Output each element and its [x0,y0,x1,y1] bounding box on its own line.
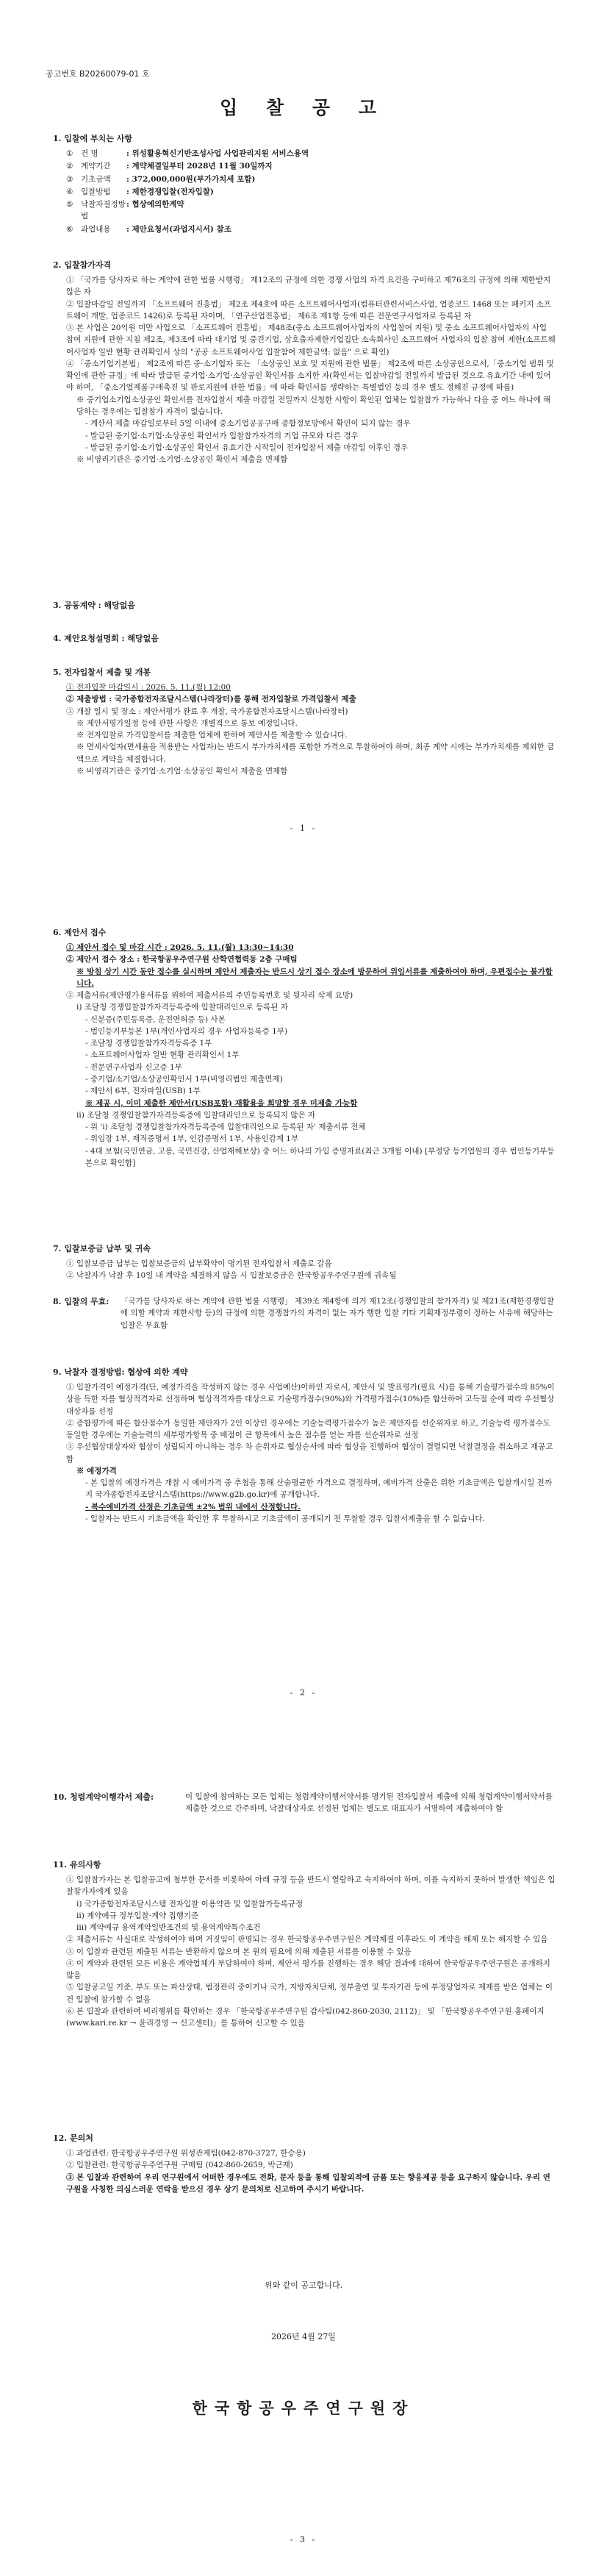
caution-1b: ⅱ) 계약예규 정부입찰·계약 집행기준 [76,1911,199,1920]
section-6 [53,926,556,1169]
eligibility-3: ③ 본 사업은 20억원 미만 사업으로 「소프트웨어 진흥법」 제48조(중소 소프트웨어사업자의 사업참여 지원) 및 중소 소프트웨어사업자의 사업 참여 지원에 관한 지침 제2조, 제3조에 따라 대기업 및 중견기업, 상호출자제한기업집단 소속회사인 소프트웨어 사업자의 입찰 참여 제한(소프트웨어사업자 일반 현황 관리확인서 상의 "공공 소프트웨어사업 입찰참여 제한금액: 없음" 으로 확인) [66,323,556,357]
section-12 [53,2132,556,2195]
section-5 [53,666,556,777]
doc-item: - 전문연구사업자 신고증 1부 [85,1062,182,1072]
section-5-heading: 5. 전자입찰서 제출 및 개봉 [53,668,151,677]
bid-opening: ③ 개찰 일시 및 장소 : 제안서평가 완료 후 개찰, 국가종합전자조달시스템(나라장터) [66,706,348,716]
invalid-bid-text: 「국가를 당사자로 하는 계약에 관한 법률 시행령」 제39조 제4항에 의거 제12조(경쟁입찰의 참가자격) 및 제21조(제한경쟁입찰에 의할 계약과 제한사항 등)의 규정에 의한 경쟁참가의 자격이 없는 자가 행한 입찰 기타 기획재정부령이 정하는 사유에 해당하는 입찰은 무효함 [121,1297,555,1330]
estimated-price-1: - 본 입찰의 예정가격은 개찰 시 예비가격 중 추첨을 통해 산술평균한 가격으로 결정하며, 예비가격 산출은 위한 기초금액은 입찰개시일 전까지 국가종합전자조달시스템(https://www.g2b.go.kr)에 공개합니다. [85,1478,552,1500]
section-7-heading: 7. 입찰보증금 납부 및 귀속 [53,1244,151,1253]
section-6-heading: 6. 제안서 접수 [53,928,107,937]
doc-item: - 신분증(주민등록증, 운전면허증 등) 사본 [85,1015,226,1024]
page-number-1: - 1 - [290,823,317,833]
award-2: ② 종합평가에 따른 합산점수가 동일한 제안자가 2인 이상인 경우에는 기술능력평가점수가 높은 제안자를 선순위자로 하고, 기술능력 평가점수도 동일한 경우에는 기술능력의 세부평가항목 중 배점이 큰 항목에서 높은 점수를 얻는 자를 선순위자로 선정 [66,1418,550,1440]
section-10 [53,1791,556,1816]
bid-deadline: ① 전자입찰 마감일시 : 2026. 5. 11.(월) 12:00 [66,683,231,693]
caution-6: ⑥ 본 입찰과 관련하여 비리행위를 확인하는 경우 「한국항공우주연구원 감사팀(042-860-2030, 2112)」 및 「한국항공우주연구원 홈페이지(www.kari.re.kr → 윤리경영 → 신고센터)」를 통하여 신고할 수 있음 [66,2006,545,2028]
section-8 [53,1295,556,1332]
section-11 [53,1858,556,2030]
fraud-warning: ③ 본 입찰과 관련하여 우리 연구원에서 어떠한 경우에도 전화, 문자 등을 통해 입찰외적에 금품 또는 향응제공 등을 요구하지 않습니다. 우리 연구원을 사칭한 의심스러운 연락을 받으신 경우 상기 문의처로 신고하여 주시기 바랍니다. [66,2172,550,2194]
closing-statement: 위와 같이 공고합니다. [264,2280,343,2290]
section-8-heading: 8. 입찰의 무효: [53,1297,109,1306]
section-4 [53,632,556,648]
eligibility-note-1b: - 발급된 중기업·소기업·소상공인 확인서가 입찰참가자격의 기업 규모와 다른 경우 [85,431,359,440]
proposal-documents: ③ 제출서류(제안평가용서류를 위하여 제출서류의 주민등록번호 및 뒷자리 삭제 요망) [66,991,353,1001]
caution-1c: ⅲ) 계약예규 용역계약일반조건의 및 용역계약특수조건 [76,1923,261,1933]
doc-item: - 위 'ⅰ) 조달청 경쟁입찰참가자격등록증에 입찰대리인으로 등록된 자' 제출서류 전체 [85,1123,366,1132]
eligibility-2: ② 입찰마감일 전일까지 「소프트웨어 진흥법」 제2조 제4호에 따른 소프트웨어사업자(컴퓨터관련서비스사업, 업종코드 1468 또는 패키지 소프트웨어 개발, 업종코드 1426)로 등록된 자이며, 「연구산업진흥법」 제6조 제1항 등에 따른 전문연구사업자로 등록된 자 [66,299,551,321]
item-name: ① 건 명 : 위성활용혁신기반조성사업 사업관리지원 서비스용역 [66,149,309,159]
award-3: ③ 우선협상대상자와 협상이 성립되지 아니하는 경우 차 순위자로 협상순서에 따라 협상을 진행하며 협상이 결렬되면 낙찰결정을 취소하고 재공고함 [66,1442,553,1464]
notice-date: 2026년 4월 27일 [271,2332,336,2341]
item-period: ② 계약기간 : 계약체결일부터 2028년 11월 30일까지 [66,162,273,171]
document-number: 공고번호 B20260079-01 호 [46,69,150,79]
section-9 [53,1366,556,1525]
caution-5: ⑤ 입찰공고일 기준, 부도 또는 파산상태, 법정관리 중이거나 국가, 지방자치단체, 정부출연 및 투자기관 등에 부정당업자로 제재를 받은 업체는 이 건 입찰에 참가할 수 없음 [66,1983,553,2004]
section-7 [53,1242,556,1282]
section-2-heading: 2. 입찰참가자격 [53,260,112,270]
bid-note-2: ※ 전자입찰로 가격입찰서를 제출한 업체에 한하여 제안서를 제출할 수 있습니다. [76,731,348,740]
item-decision: ⑤ 낙찰자결정방법 : 협상에의한계약 [66,200,184,221]
item-method: ④ 입찰방법 : 제한경쟁입찰(전자입찰) [66,187,214,196]
section-11-heading: 11. 유의사항 [53,1860,101,1870]
section-1 [53,132,556,236]
caution-3: ③ 이 입찰과 관련된 제출된 서류는 반환하지 않으며 본 원의 필요에 의해 제출된 서류를 이용할 수 있음 [66,1947,412,1956]
page-number-2: - 2 - [290,1688,317,1697]
proposal-time: ① 제안서 접수 및 마감 시간 : 2026. 5. 11.(월) 13:30~14:30 [66,943,294,953]
proposal-place: ② 제안서 접수 장소 : 한국항공우주연구원 산학연협력동 2층 구매팀 [66,955,298,965]
caution-4: ④ 이 계약과 관련된 모든 비용은 계약업체가 부담하여야 하며, 제안서 평가를 진행하는 경우 해당 결과에 대하여 한국항공우주연구원은 공개하지 않음 [66,1958,550,1981]
bid-note-1: ※ 제안서평가일정 등에 관한 사항은 개별적으로 통보 예정입니다. [76,718,298,728]
page-3 [0,1750,607,2576]
estimated-price-3: - 입찰자는 반드시 기초금액을 확인한 후 투찰하시고 기초금액이 공개되기 전 투찰할 경우 입찰서제출을 할 수 없습니다. [85,1514,485,1523]
doc-item: - 제안서 6부, 전자파일(USB) 1부 [85,1087,201,1096]
page-2 [0,875,607,1735]
proposal-place-note: ※ 방침 상기 시간 동안 접수를 실시하며 제안서 제출자는 반드시 상기 접수 장소에 방문하여 위임서류를 제출하여야 하며, 우편접수는 불가합니다. [76,967,553,988]
contact-bid: ② 입찰관련: 한국항공우주연구원 구매팀 (042-860-2659, 박근재) [66,2161,293,2170]
group-2-heading: ⅱ) 조달청 경쟁입찰참가자격등록증에 입찰대리인으로 등록되지 않은 자 [76,1110,315,1120]
page-number-3: - 3 - [290,2535,317,2544]
issuer-signature: 한국항공우주연구원장 [192,2399,415,2417]
caution-1a: ⅰ) 국가종합전자조달시스템 전자입찰 이용약관 및 입찰참가등록규정 [76,1899,304,1908]
eligibility-4: ④ 「중소기업기본법」 제2조에 따른 중·소기업자 또는 「소상공인 보호 및 지원에 관한 법률」 제2조에 따른 소상공인으로서,「중소기업 범위 및 확인에 관한 규정」에 따라 발급된 중기업·소기업·소상공인 확인서를 소지한 자(확인서는 입찰마감일 전일까지 발급된 것으로 유효기간 내에 있어야 하며, 「중소기업제품구매촉진 및 판로지원에 관한 법률」에 따라 확인서를 생략하는 특별법인 등의 경우 별도 정해진 규정에 따름) [66,359,554,393]
doc-item: - 4대 보험(국민연금, 고용, 국민건강, 산업재해보상) 중 어느 하나의 가입 증명자료(최근 3개월 이내) [부정당 등기업원의 경우 법인등기부등본으로 확인함] [85,1146,555,1167]
eligibility-note-1c: - 발급된 중기업·소기업·소상공인 확인서 유효기간 시작일이 전자입찰서 제출 마감일 이후인 경우 [85,443,409,452]
bid-note-3: ※ 면세사업자(면세율을 적용받는 사업자)는 반드시 부가가치세를 포함한 가격으로 투찰하여야 하며, 최종 계약 시에는 부가가치세를 제외한 금액으로 계약을 체결합니다. [76,743,555,764]
contact-task: ① 과업관련: 한국항공우주연구원 위성관제팀(042-870-3727, 한승용) [66,2149,306,2158]
section-2 [53,259,556,465]
section-3-heading: 3. 공동계약 : 해당없음 [53,601,136,610]
doc-item: - 조달청 경쟁입찰참가자격등록증 1부 [85,1039,212,1048]
section-3 [53,599,556,615]
doc-item-note: ※ 제공 시, 이미 제출한 제안서(USB포함) 재활용을 희망할 경우 미제출 가능함 [85,1098,358,1108]
bid-method: ② 제출방법 : 국가종합전자조달시스템(나라장터)를 통해 전자입찰로 가격입찰서 제출 [66,695,356,704]
estimated-price-heading: ※ 예정가격 [76,1466,117,1475]
doc-item: - 위임장 1부, 재직증명서 1부, 인감증명서 1부, 사용인감계 1부 [85,1134,299,1144]
caution-1: ① 입찰참가자는 본 입찰공고에 첨부한 문서를 비롯하여 아래 규정 등을 반드시 열람하고 숙지하여야 하며, 이를 숙지하지 못하여 발생한 책임은 입찰참가자에게 있음 [66,1875,556,1897]
doc-item: - 소프트웨어사업자 일반 현황 관리확인서 1부 [85,1051,240,1060]
deposit-2: ② 낙찰자가 낙찰 후 10일 내 계약을 체결하지 않을 시 입찰보증금은 한국항공우주연구원에 귀속됨 [66,1271,397,1281]
eligibility-note-2: ※ 비영리기관은 중기업·소기업·소상공인 확인서 제출을 면제함 [76,455,288,465]
deposit-1: ① 입찰보증금 납부는 입찰보증금의 납부확약이 명기된 전자입찰서 제출로 갈음 [66,1259,332,1269]
section-9-heading: 9. 낙찰자 결정방법: 협상에 의한 계약 [53,1367,188,1377]
section-1-heading: 1. 입찰에 부치는 사항 [53,134,132,143]
item-scope: ⑥ 과업내용 : 제안요청서(과업지시서) 참조 [66,224,231,234]
integrity-text: 이 입찰에 참여하는 모든 업체는 청렴계약이행서약서를 명기된 전자입찰서 제출에 의해 청렴계약이행서약서를 제출한 것으로 간주하며, 낙찰대상자로 선정된 업체는 별도로 대표자가 서명하여 제출하여야 함 [185,1792,553,1814]
section-12-heading: 12. 문의처 [53,2133,93,2143]
section-4-heading: 4. 제안요청설명회 : 해당없음 [53,634,159,643]
estimated-price-2: - 복수예비가격 산정은 기초금액 ±2% 범위 내에서 산정합니다. [85,1502,301,1511]
eligibility-1: ① 「국가를 당사자로 하는 계약에 관한 법률 시행령」 제12조의 규정에 의한 경쟁 사업의 자격 요건을 구비하고 제76조의 규정에 의해 제한받지 않은 자 [66,276,551,297]
notice-title: 입 찰 공 고 [220,97,387,118]
item-amount: ③ 기초금액 : 372,000,000원(부가가치세 포함) [66,174,256,184]
caution-2: ② 제출서류는 사실대로 작성하여야 하며 거짓임이 판명되는 경우 한국항공우주연구원은 계약체결 이후라도 이 계약을 해제 또는 해지할 수 있음 [66,1935,548,1944]
award-1: ① 입찰가격이 예정가격(단, 예정가격을 작성하지 않는 경우 사업예산)이하인 자로서, 제안서 및 발표평가(필요 시)를 통해 기술평가점수의 85%이상을 득한 자를 협상적격자로 선정하며 협상적격자를 대상으로 기술평가점수(90%)와 가격평가점수(10%)를 합산하여 고득점 순에 따라 우선협상대상자를 선정 [66,1383,555,1416]
group-1-heading: ⅰ) 조달청 경쟁입찰참가자격등록증에 입찰대리인으로 등록된 자 [76,1003,288,1012]
bid-note-4: ※ 비영리기관은 중기업·소기업·소상공인 확인서 제출을 면제함 [76,766,288,776]
eligibility-note-1a: - 계산서 제출 마감일로부터 5일 이내에 중소기업공공구매 종합정보망에서 확인이 되지 않는 경우 [85,419,411,429]
section-10-heading: 10. 청렴계약이행각서 제출: [53,1792,154,1802]
doc-item: - 중기업/소기업/소상공인확인서 1부(비영리법인 제출면제) [85,1074,283,1084]
eligibility-note-1: ※ 중기업소기업소상공인 확인서를 전자입찰서 제출 마감일 전일까지 신청한 사항이 확인된 업체는 입찰참가 가능하나 다음 중 어느 하나에 해당하는 경우에는 입찰참가 자격이 없습니다. [76,395,551,416]
page-1 [0,0,607,860]
doc-item: - 법인등기부등본 1부(개인사업자의 경우 사업자등록증 1부) [85,1026,288,1036]
